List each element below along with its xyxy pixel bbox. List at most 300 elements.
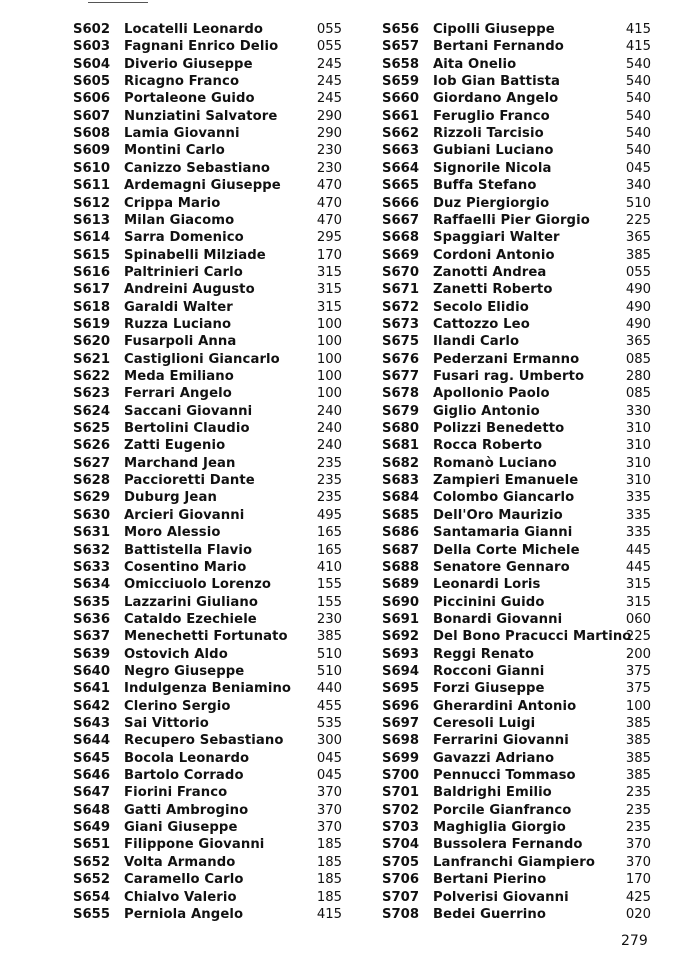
- entry-name: Volta Armando: [124, 854, 236, 870]
- entry-name: Buffa Stefano: [433, 178, 537, 194]
- top-rule: [88, 2, 148, 3]
- entry-name: Reggi Renato: [433, 646, 535, 662]
- entry-value: 290: [316, 126, 342, 142]
- entry-name: Bertani Fernando: [433, 39, 564, 55]
- entry-value: 470: [316, 195, 342, 211]
- entry-name: Spaggiari Walter: [433, 230, 560, 246]
- entry-code: S623: [73, 386, 111, 402]
- entry-value: 245: [316, 74, 342, 90]
- entry-name: Crippa Mario: [124, 195, 221, 211]
- entry-name: Ardemagni Giuseppe: [124, 178, 281, 194]
- entry-name: Omicciuolo Lorenzo: [124, 577, 272, 593]
- entry-value: 540: [625, 74, 651, 90]
- entry-name: Lazzarini Giuliano: [124, 594, 258, 610]
- entry-name: Bonardi Giovanni: [433, 611, 563, 627]
- entry-name: Meda Emiliano: [124, 369, 234, 384]
- entry-code: S618: [73, 299, 111, 315]
- entry-name: Fusarpoli Anna: [124, 334, 237, 350]
- entry-value: 185: [316, 854, 342, 870]
- entry-code: S708: [382, 906, 420, 922]
- entry-code: S628: [73, 473, 111, 489]
- entry-value: 055: [316, 22, 342, 37]
- entry-name: Spinabelli Milziade: [124, 247, 266, 263]
- entry-name: Bartolo Corrado: [124, 768, 244, 784]
- entry-value: 165: [316, 542, 342, 558]
- entry-value: 365: [625, 230, 651, 246]
- entry-value: 375: [625, 681, 651, 697]
- entry-code: S651: [73, 837, 111, 853]
- entry-code: S668: [382, 230, 420, 246]
- entry-value: 240: [316, 403, 342, 419]
- entry-code: S702: [382, 802, 420, 818]
- entry-code: S636: [73, 611, 111, 627]
- entry-name: Duburg Jean: [124, 490, 217, 506]
- entry-value: 440: [316, 681, 342, 697]
- entry-code: S614: [73, 230, 111, 246]
- entry-name: Clerino Sergio: [124, 698, 231, 714]
- entry-value: 045: [316, 750, 342, 766]
- entry-value: 370: [625, 837, 651, 853]
- entry-code: S696: [382, 698, 420, 714]
- entry-value: 455: [316, 698, 342, 714]
- entry-value: 240: [316, 421, 342, 437]
- entry-value: 415: [625, 39, 651, 55]
- entry-value: 490: [625, 316, 651, 332]
- entry-code: S645: [73, 750, 111, 766]
- entry-value: 155: [316, 577, 342, 593]
- entry-value: 085: [625, 386, 651, 402]
- entry-code: S611: [73, 178, 111, 194]
- entry-name: Fagnani Enrico Delio: [124, 39, 279, 55]
- entry-name: Moro Alessio: [124, 525, 221, 541]
- entry-value: 410: [316, 559, 342, 575]
- entry-value: 045: [316, 768, 342, 784]
- entry-value: 490: [625, 299, 651, 315]
- entry-code: S632: [73, 542, 111, 558]
- entry-code: S703: [382, 820, 420, 836]
- entry-name: Porcile Gianfranco: [433, 802, 572, 818]
- entry-value: 315: [316, 282, 342, 298]
- entry-name: Signorile Nicola: [433, 160, 552, 176]
- entry-name: Sai Vittorio: [124, 716, 209, 731]
- entry-code: S652: [73, 854, 111, 870]
- entry-code: S648: [73, 802, 111, 818]
- entry-name: Santamaria Gianni: [433, 525, 573, 541]
- entry-code: S649: [73, 820, 111, 836]
- entry-code: S664: [382, 160, 420, 176]
- entry-value: 100: [316, 316, 342, 332]
- entry-name: Cosentino Mario: [124, 559, 247, 575]
- entry-value: 370: [316, 802, 342, 818]
- entry-value: 310: [625, 438, 651, 454]
- entry-code: S633: [73, 559, 111, 575]
- entry-value: 335: [625, 490, 651, 506]
- entry-code: S613: [73, 212, 111, 228]
- entry-code: S681: [382, 438, 420, 454]
- entry-value: 490: [625, 282, 651, 298]
- entry-value: 245: [316, 91, 342, 107]
- entry-value: 245: [316, 56, 342, 72]
- entry-code: S624: [73, 403, 111, 419]
- entry-name: Rocconi Gianni: [433, 663, 545, 679]
- entry-value: 330: [625, 403, 651, 419]
- entry-value: 085: [625, 351, 651, 367]
- entry-name: Cataldo Ezechiele: [124, 611, 257, 627]
- entry-name: Saccani Giovanni: [124, 403, 253, 419]
- entry-code: S626: [73, 438, 111, 454]
- entry-name: Locatelli Leonardo: [124, 22, 264, 37]
- entry-code: S656: [382, 22, 420, 37]
- entry-value: 100: [316, 386, 342, 402]
- entry-code: S625: [73, 421, 111, 437]
- entry-code: S658: [382, 56, 420, 72]
- entry-name: Perniola Angelo: [124, 906, 244, 922]
- entry-code: S700: [382, 768, 420, 784]
- entry-name: Colombo Giancarlo: [433, 490, 575, 506]
- entry-value: 225: [625, 629, 651, 645]
- entry-name: Ruzza Luciano: [124, 316, 232, 332]
- entry-name: Sarra Domenico: [124, 230, 244, 246]
- entry-code: S673: [382, 316, 420, 332]
- entry-name: Castiglioni Giancarlo: [124, 351, 280, 367]
- entry-code: S630: [73, 507, 111, 523]
- entry-value: 385: [625, 733, 651, 749]
- entry-code: S701: [382, 785, 420, 801]
- entry-name: Aita Onelio: [433, 56, 517, 72]
- entry-value: 540: [625, 126, 651, 142]
- entry-value: 230: [316, 611, 342, 627]
- entry-name: Lamia Giovanni: [124, 126, 240, 142]
- entry-name: Negro Giuseppe: [124, 663, 245, 679]
- entry-name: Ostovich Aldo: [124, 646, 228, 662]
- entry-code: S659: [382, 74, 420, 90]
- entry-name: Zampieri Emanuele: [433, 473, 579, 489]
- entry-name: Canizzo Sebastiano: [124, 160, 271, 176]
- entry-value: 510: [316, 663, 342, 679]
- entry-value: 240: [316, 438, 342, 454]
- entry-value: 510: [316, 646, 342, 662]
- entry-value: 445: [625, 559, 651, 575]
- entry-value: 540: [625, 91, 651, 107]
- entry-code: S627: [73, 455, 111, 471]
- entry-name: Battistella Flavio: [124, 542, 253, 558]
- entry-value: 385: [625, 716, 651, 731]
- entry-code: S616: [73, 264, 111, 280]
- entry-code: S604: [73, 56, 111, 72]
- entry-code: S682: [382, 455, 420, 471]
- entry-code: S678: [382, 386, 420, 402]
- entry-name: Gubiani Luciano: [433, 143, 554, 159]
- entry-value: 370: [625, 854, 651, 870]
- entry-value: 280: [625, 369, 651, 384]
- entry-name: Romanò Luciano: [433, 455, 557, 471]
- entry-code: S670: [382, 264, 420, 280]
- entry-value: 415: [625, 22, 651, 37]
- entry-code: S688: [382, 559, 420, 575]
- entry-code: S693: [382, 646, 420, 662]
- entry-code: S695: [382, 681, 420, 697]
- entry-name: Portaleone Guido: [124, 91, 255, 107]
- entry-name: Maghiglia Giorgio: [433, 820, 566, 836]
- entry-value: 385: [625, 768, 651, 784]
- entry-code: S691: [382, 611, 420, 627]
- entry-name: Ceresoli Luigi: [433, 716, 536, 731]
- entry-code: S694: [382, 663, 420, 679]
- entry-name: Indulgenza Beniamino: [124, 681, 292, 697]
- entry-code: S631: [73, 525, 111, 541]
- entry-code: S643: [73, 716, 111, 731]
- entry-name: Cordoni Antonio: [433, 247, 555, 263]
- entry-code: S641: [73, 681, 111, 697]
- entry-name: Pennucci Tommaso: [433, 768, 576, 784]
- entry-value: 185: [316, 889, 342, 905]
- entry-name: Garaldi Walter: [124, 299, 233, 315]
- entry-code: S619: [73, 316, 111, 332]
- entry-value: 225: [625, 212, 651, 228]
- entry-code: S662: [382, 126, 420, 142]
- entry-code: S608: [73, 126, 111, 142]
- entry-code: S680: [382, 421, 420, 437]
- entry-value: 340: [625, 178, 651, 194]
- entry-name: Recupero Sebastiano: [124, 733, 284, 749]
- entry-name: Arcieri Giovanni: [124, 507, 245, 523]
- entry-name: Feruglio Franco: [433, 108, 550, 124]
- entry-name: Marchand Jean: [124, 455, 236, 471]
- entry-code: S706: [382, 872, 420, 888]
- entry-name: Milan Giacomo: [124, 212, 235, 228]
- entry-code: S622: [73, 369, 111, 384]
- entry-code: S698: [382, 733, 420, 749]
- entry-value: 470: [316, 212, 342, 228]
- entry-name: Caramello Carlo: [124, 872, 244, 888]
- entry-name: Menechetti Fortunato: [124, 629, 288, 645]
- entry-code: S704: [382, 837, 420, 853]
- entry-value: 055: [316, 39, 342, 55]
- entry-name: Zatti Eugenio: [124, 438, 226, 454]
- entry-code: S647: [73, 785, 111, 801]
- entry-value: 165: [316, 525, 342, 541]
- entry-name: Ferrarini Giovanni: [433, 733, 569, 749]
- entry-value: 290: [316, 108, 342, 124]
- entry-code: S612: [73, 195, 111, 211]
- entry-value: 045: [625, 160, 651, 176]
- entry-value: 335: [625, 525, 651, 541]
- entry-value: 235: [625, 802, 651, 818]
- entry-code: S617: [73, 282, 111, 298]
- entry-code: S672: [382, 299, 420, 315]
- entry-name: Ilandi Carlo: [433, 334, 520, 350]
- entry-code: S661: [382, 108, 420, 124]
- entry-code: S637: [73, 629, 111, 645]
- entry-name: Bussolera Fernando: [433, 837, 583, 853]
- entry-value: 470: [316, 178, 342, 194]
- entry-code: S642: [73, 698, 111, 714]
- entry-name: Rocca Roberto: [433, 438, 543, 454]
- entry-name: Filippone Giovanni: [124, 837, 265, 853]
- entry-name: Ricagno Franco: [124, 74, 240, 90]
- entry-value: 230: [316, 160, 342, 176]
- entry-name: Della Corte Michele: [433, 542, 580, 558]
- entry-name: Leonardi Loris: [433, 577, 541, 593]
- entry-value: 200: [625, 646, 651, 662]
- entry-name: Duz Piergiorgio: [433, 195, 550, 211]
- entry-name: Zanetti Roberto: [433, 282, 553, 298]
- entry-code: S683: [382, 473, 420, 489]
- entry-code: S635: [73, 594, 111, 610]
- entry-code: S605: [73, 74, 111, 90]
- entry-code: S640: [73, 663, 111, 679]
- entry-name: Ferrari Angelo: [124, 386, 232, 402]
- entry-code: S705: [382, 854, 420, 870]
- entry-name: Gherardini Antonio: [433, 698, 577, 714]
- entry-code: S675: [382, 334, 420, 350]
- entry-value: 235: [625, 785, 651, 801]
- entry-name: Gavazzi Adriano: [433, 750, 555, 766]
- entry-name: Giordano Angelo: [433, 91, 559, 107]
- entry-code: S606: [73, 91, 111, 107]
- entry-value: 230: [316, 143, 342, 159]
- entry-value: 235: [625, 820, 651, 836]
- entry-name: Andreini Augusto: [124, 282, 255, 298]
- entry-name: Chialvo Valerio: [124, 889, 237, 905]
- entry-value: 540: [625, 143, 651, 159]
- entry-value: 300: [316, 733, 342, 749]
- entry-code: S671: [382, 282, 420, 298]
- entry-value: 510: [625, 195, 651, 211]
- entry-code: S646: [73, 768, 111, 784]
- entry-code: S657: [382, 39, 420, 55]
- entry-value: 315: [316, 299, 342, 315]
- entry-code: S603: [73, 39, 111, 55]
- entry-value: 155: [316, 594, 342, 610]
- entry-value: 185: [316, 872, 342, 888]
- entry-name: Zanotti Andrea: [433, 264, 547, 280]
- entry-code: S689: [382, 577, 420, 593]
- entry-code: S667: [382, 212, 420, 228]
- entry-code: S690: [382, 594, 420, 610]
- entry-value: 060: [625, 611, 651, 627]
- entry-value: 235: [316, 455, 342, 471]
- entry-name: Giani Giuseppe: [124, 820, 238, 836]
- entry-value: 540: [625, 56, 651, 72]
- entry-value: 335: [625, 507, 651, 523]
- entry-name: Paltrinieri Carlo: [124, 264, 243, 280]
- entry-name: Iob Gian Battista: [433, 74, 561, 90]
- entry-code: S687: [382, 542, 420, 558]
- entry-name: Forzi Giuseppe: [433, 681, 545, 697]
- entry-value: 310: [625, 473, 651, 489]
- entry-name: Rizzoli Tarcisio: [433, 126, 544, 142]
- entry-name: Nunziatini Salvatore: [124, 108, 278, 124]
- entry-code: S699: [382, 750, 420, 766]
- entry-code: S707: [382, 889, 420, 905]
- entry-value: 370: [316, 820, 342, 836]
- entry-value: 445: [625, 542, 651, 558]
- entry-name: Bertolini Claudio: [124, 421, 250, 437]
- entry-code: S677: [382, 369, 420, 384]
- entry-name: Dell'Oro Maurizio: [433, 507, 563, 523]
- entry-value: 295: [316, 230, 342, 246]
- entry-code: S655: [73, 906, 111, 922]
- entry-value: 495: [316, 507, 342, 523]
- entry-code: S697: [382, 716, 420, 731]
- entry-value: 185: [316, 837, 342, 853]
- entry-value: 415: [316, 906, 342, 922]
- entry-value: 315: [316, 264, 342, 280]
- entry-code: S602: [73, 22, 111, 37]
- entry-name: Montini Carlo: [124, 143, 225, 159]
- entry-name: Secolo Elidio: [433, 299, 529, 315]
- entry-name: Baldrighi Emilio: [433, 785, 552, 801]
- entry-code: S685: [382, 507, 420, 523]
- entry-name: Bocola Leonardo: [124, 750, 250, 766]
- entry-value: 100: [316, 334, 342, 350]
- entry-code: S607: [73, 108, 111, 124]
- entry-code: S692: [382, 629, 420, 645]
- entry-code: S666: [382, 195, 420, 211]
- entry-name: Cattozzo Leo: [433, 316, 530, 332]
- entry-name: Bedei Guerrino: [433, 906, 547, 922]
- entry-value: 425: [625, 889, 651, 905]
- entry-value: 365: [625, 334, 651, 350]
- entry-value: 235: [316, 490, 342, 506]
- entry-name: Polizzi Benedetto: [433, 421, 565, 437]
- entry-code: S663: [382, 143, 420, 159]
- entry-code: S620: [73, 334, 111, 350]
- entry-value: 375: [625, 663, 651, 679]
- entry-name: Paccioretti Dante: [124, 473, 255, 489]
- entry-value: 540: [625, 108, 651, 124]
- entry-name: Gatti Ambrogino: [124, 802, 249, 818]
- entry-code: S644: [73, 733, 111, 749]
- entry-value: 535: [316, 716, 342, 731]
- entry-code: S634: [73, 577, 111, 593]
- entry-code: S639: [73, 646, 111, 662]
- entry-value: 315: [625, 577, 651, 593]
- entry-code: S621: [73, 351, 111, 367]
- page-number: 279: [621, 933, 648, 949]
- entry-value: 385: [316, 629, 342, 645]
- entry-name: Giglio Antonio: [433, 403, 540, 419]
- entry-name: Piccinini Guido: [433, 594, 545, 610]
- entry-value: 310: [625, 421, 651, 437]
- entry-value: 100: [625, 698, 651, 714]
- entry-name: Del Bono Pracucci Martino: [433, 629, 632, 645]
- entry-code: S654: [73, 889, 111, 905]
- entry-value: 100: [316, 351, 342, 367]
- entry-name: Fiorini Franco: [124, 785, 228, 801]
- entry-value: 370: [316, 785, 342, 801]
- entry-value: 385: [625, 247, 651, 263]
- entry-code: S610: [73, 160, 111, 176]
- entry-code: S629: [73, 490, 111, 506]
- entry-name: Apollonio Paolo: [433, 386, 550, 402]
- entry-name: Cipolli Giuseppe: [433, 22, 555, 37]
- entry-code: S686: [382, 525, 420, 541]
- entry-code: S652: [73, 872, 111, 888]
- entry-code: S665: [382, 178, 420, 194]
- entry-code: S609: [73, 143, 111, 159]
- entry-name: Fusari rag. Umberto: [433, 369, 585, 384]
- entry-value: 055: [625, 264, 651, 280]
- entry-code: S676: [382, 351, 420, 367]
- entry-name: Lanfranchi Giampiero: [433, 854, 595, 870]
- entry-value: 310: [625, 455, 651, 471]
- entry-value: 315: [625, 594, 651, 610]
- entry-value: 100: [316, 369, 342, 384]
- entry-name: Diverio Giuseppe: [124, 56, 253, 72]
- entry-value: 235: [316, 473, 342, 489]
